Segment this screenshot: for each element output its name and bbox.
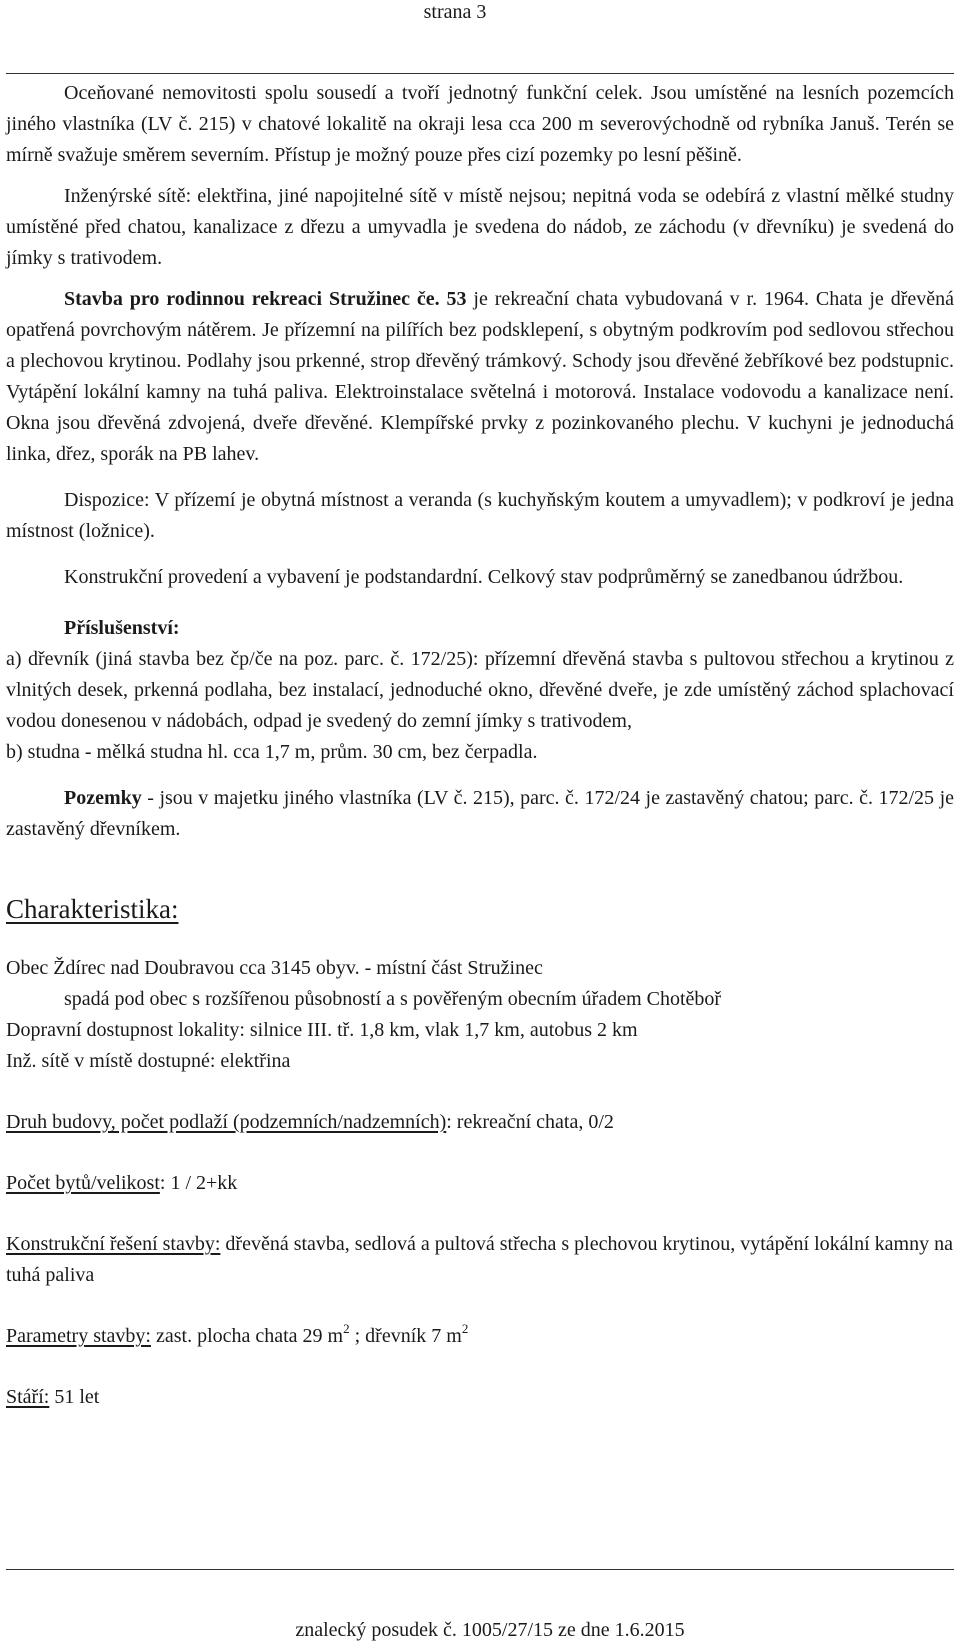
accessory-item-a: a) dřevník (jiná stavba bez čp/če na poz. parc. č. 172/25): přízemní dřevěná stavba s pultovou střechou a krytinou z vlnitých desek, prkenná podlaha, bez instalací, jednoduché okno, dřevěné dveře, je zde umístěný záchod splachovací vodou donesenou v nádobách, odpad je svedený do zemní jímky s trativodem,	[6, 648, 954, 732]
land-description: - jsou v majetku jiného vlastníka (LV č. 215), parc. č. 172/24 je zastavěný chatou; parc. č. 172/25 je zastavěný dřevníkem.	[6, 787, 954, 840]
parameters-line	[6, 1321, 954, 1352]
location-paragraph: Oceňované nemovitosti spolu sousedí a tvoří jednotný funkční celek. Jsou umístěné na lesních pozemcích jiného vlastníka (LV č. 215) v chatové lokalitě na okraji lesa cca 200 m severovýchodně od rybníka Januš. Terén se mírně svažuje směrem severním. Přístup je možný pouze přes cizí pozemky po lesní pěšině.	[6, 82, 954, 166]
building-title: Stavba pro rodinnou rekreaci Stružinec če. 53	[64, 288, 467, 310]
header-divider	[6, 73, 954, 74]
page-number: strana 3	[423, 1, 487, 23]
parameters-superscript-1: 2	[343, 1321, 350, 1336]
characteristics-heading: Charakteristika:	[6, 894, 179, 924]
age-label: Stáří:	[6, 1386, 50, 1408]
land-paragraph	[6, 783, 954, 845]
parameters-value-chata: zast. plocha chata 29 m	[150, 1325, 344, 1347]
building-paragraph	[6, 284, 954, 470]
building-type-label: Druh budovy, počet podlaží (podzemních/nadzemních)	[6, 1111, 447, 1133]
municipality-line: Obec Ždírec nad Doubravou cca 3145 obyv. - místní část Stružinec	[6, 957, 543, 979]
units-line	[6, 1168, 954, 1199]
age-value: 51 let	[49, 1386, 100, 1408]
parameters-label: Parametry stavby:	[6, 1325, 151, 1347]
building-type-value: : rekreační chata, 0/2	[446, 1111, 614, 1133]
transport-line: Dopravní dostupnost lokality: silnice III. tř. 1,8 km, vlak 1,7 km, autobus 2 km	[6, 1019, 638, 1041]
construction-label: Konstrukční řešení stavby:	[6, 1233, 221, 1255]
units-label: Počet bytů/velikost	[6, 1172, 160, 1194]
accessory-item-b: b) studna - mělká studna hl. cca 1,7 m, prům. 30 cm, bez čerpadla.	[6, 741, 538, 763]
utilities-paragraph: Inženýrské sítě: elektřina, jiné napojitelné sítě v místě nejsou; nepitná voda se odebírá z vlastní mělké studny umístěné před chatou, kanalizace z dřezu a umyvadla je svedena do nádob, ze záchodu (v dřevníku) je svedená do jímky s trativodem.	[6, 185, 954, 269]
units-value: : 1 / 2+kk	[159, 1172, 238, 1194]
age-line	[6, 1382, 954, 1413]
disposition-paragraph: Dispozice: V přízemí je obytná místnost a veranda (s kuchyňským koutem a umyvadlem); v podkroví je jedna místnost (ložnice).	[6, 489, 954, 542]
report-footer: znalecký posudek č. 1005/27/15 ze dne 1.6.2015	[295, 1619, 685, 1641]
construction-value: dřevěná stavba, sedlová a pultová střecha s plechovou krytinou, vytápění lokální kamny na tuhá paliva	[6, 1233, 953, 1286]
authority-line: spadá pod obec s rozšířenou působností a s pověřeným obecním úřadem Chotěboř	[64, 988, 722, 1010]
accessories-heading: Příslušenství:	[64, 617, 180, 639]
building-description: je rekreační chata vybudovaná v r. 1964. Chata je dřevěná opatřená povrchovým nátěrem. Je přízemní na pilířích bez podsklepení, s obytným podkrovím pod sedlovou střechou a plechovou krytinou. Podlahy jsou prkenné, strop dřevěný trámkový. Schody jsou dřevěné žebříkové bez podstupnic. Vytápění lokální kamny na tuhá paliva. Elektroinstalace světelná i motorová. Instalace vodovodu a kanalizace není. Okna jsou dřevěná zdvojená, dveře dřevěné. Klempířské prvky z pozinkovaného plechu. V kuchyni je jednoduchá linka, dřez, sporák na PB lahev.	[6, 288, 954, 465]
condition-paragraph: Konstrukční provedení a vybavení je podstandardní. Celkový stav podprůměrný se zanedbanou údržbou.	[64, 566, 904, 588]
footer-divider	[6, 1569, 954, 1570]
building-type-line	[6, 1107, 954, 1138]
construction-line	[6, 1229, 954, 1291]
utilities-line: Inž. sítě v místě dostupné: elektřina	[6, 1050, 291, 1072]
document-body	[6, 78, 954, 1413]
parameters-superscript-2: 2	[461, 1321, 469, 1336]
parameters-value-drevnik: ; dřevník 7 m	[349, 1325, 462, 1347]
land-title: Pozemky	[64, 787, 142, 809]
